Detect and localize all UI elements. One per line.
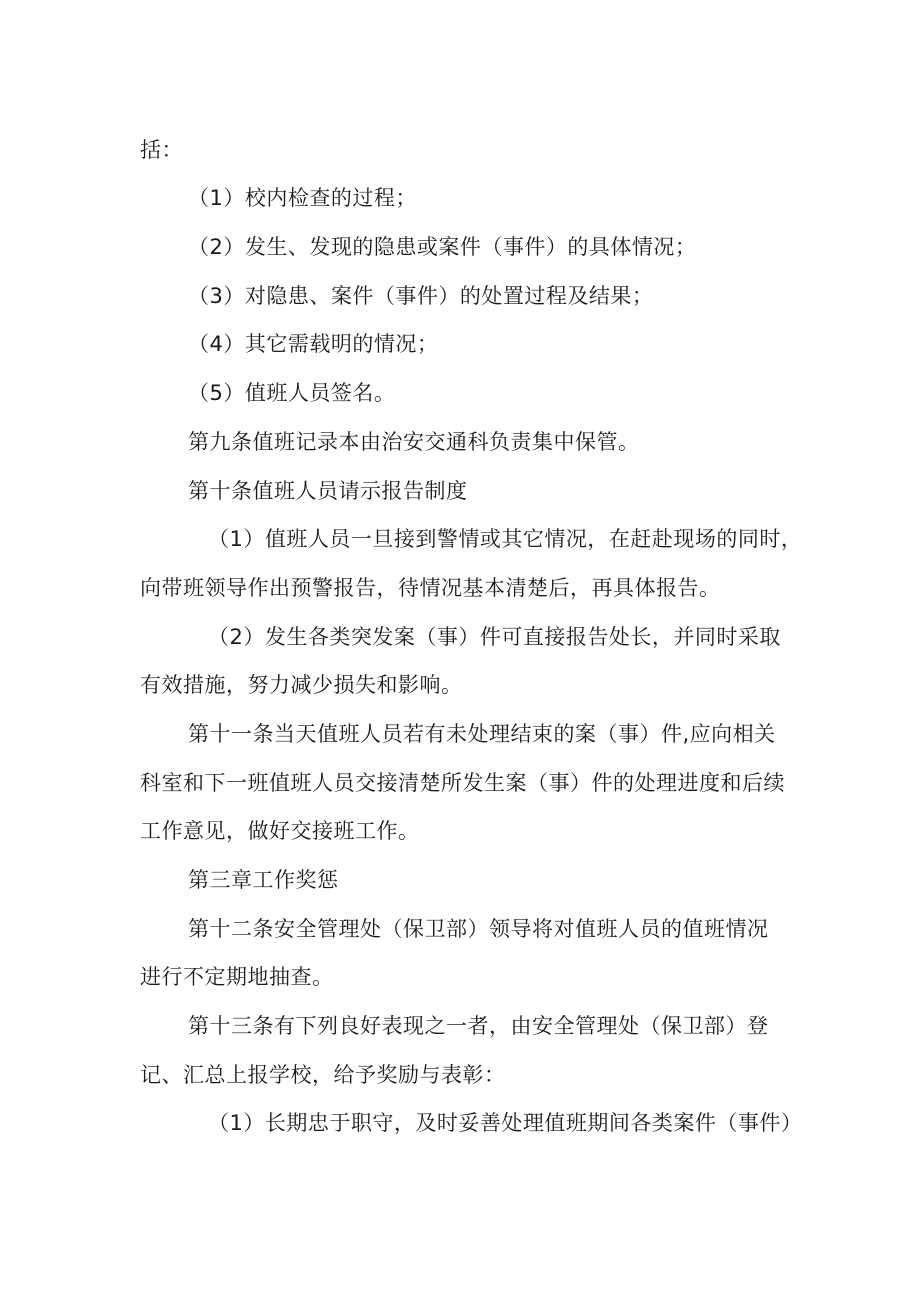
list-item: （2）发生、发现的隐患或案件（事件）的具体情况； <box>188 235 697 259</box>
text-line: 记、汇总上报学校，给予奖励与表彰： <box>140 1063 506 1087</box>
article-paragraph: 第十二条安全管理处（保卫部）领导将对值班人员的值班情况 <box>188 917 769 941</box>
list-item: （3）对隐患、案件（事件）的处置过程及结果； <box>188 284 654 308</box>
list-item: （5）值班人员签名。 <box>188 381 396 405</box>
article-paragraph: 第十一条当天值班人员若有未处理结束的案（事）件,应向相关 <box>188 722 776 746</box>
article-heading: 第十条值班人员请示报告制度 <box>188 479 468 503</box>
list-item: （1）长期忠于职守，及时妥善处理值班期间各类案件（事件） <box>208 1111 803 1135</box>
chapter-heading: 第三章工作奖惩 <box>188 868 339 892</box>
text-line: 向带班领导作出预警报告，待情况基本清楚后，再具体报告。 <box>140 576 721 600</box>
text-line: 科室和下一班值班人员交接清楚所发生案（事）件的处理进度和后续 <box>140 771 785 795</box>
list-item: （1）校内检查的过程； <box>188 186 417 210</box>
text-line: 工作意见，做好交接班工作。 <box>140 819 420 843</box>
text-line: 有效措施，努力减少损失和影响。 <box>140 673 463 697</box>
text-line: 进行不定期地抽查。 <box>140 965 334 989</box>
article-paragraph: 第十三条有下列良好表现之一者，由安全管理处（保卫部）登 <box>188 1014 769 1038</box>
list-item: （1）值班人员一旦接到警情或其它情况，在赶赴现场的同时， <box>208 527 803 551</box>
article-paragraph: 第九条值班记录本由治安交通科负责集中保管。 <box>188 430 640 454</box>
text-line: 括： <box>140 138 183 162</box>
list-item: （2）发生各类突发案（事）件可直接报告处长，并同时采取 <box>208 625 781 649</box>
list-item: （4）其它需载明的情况； <box>188 332 439 356</box>
